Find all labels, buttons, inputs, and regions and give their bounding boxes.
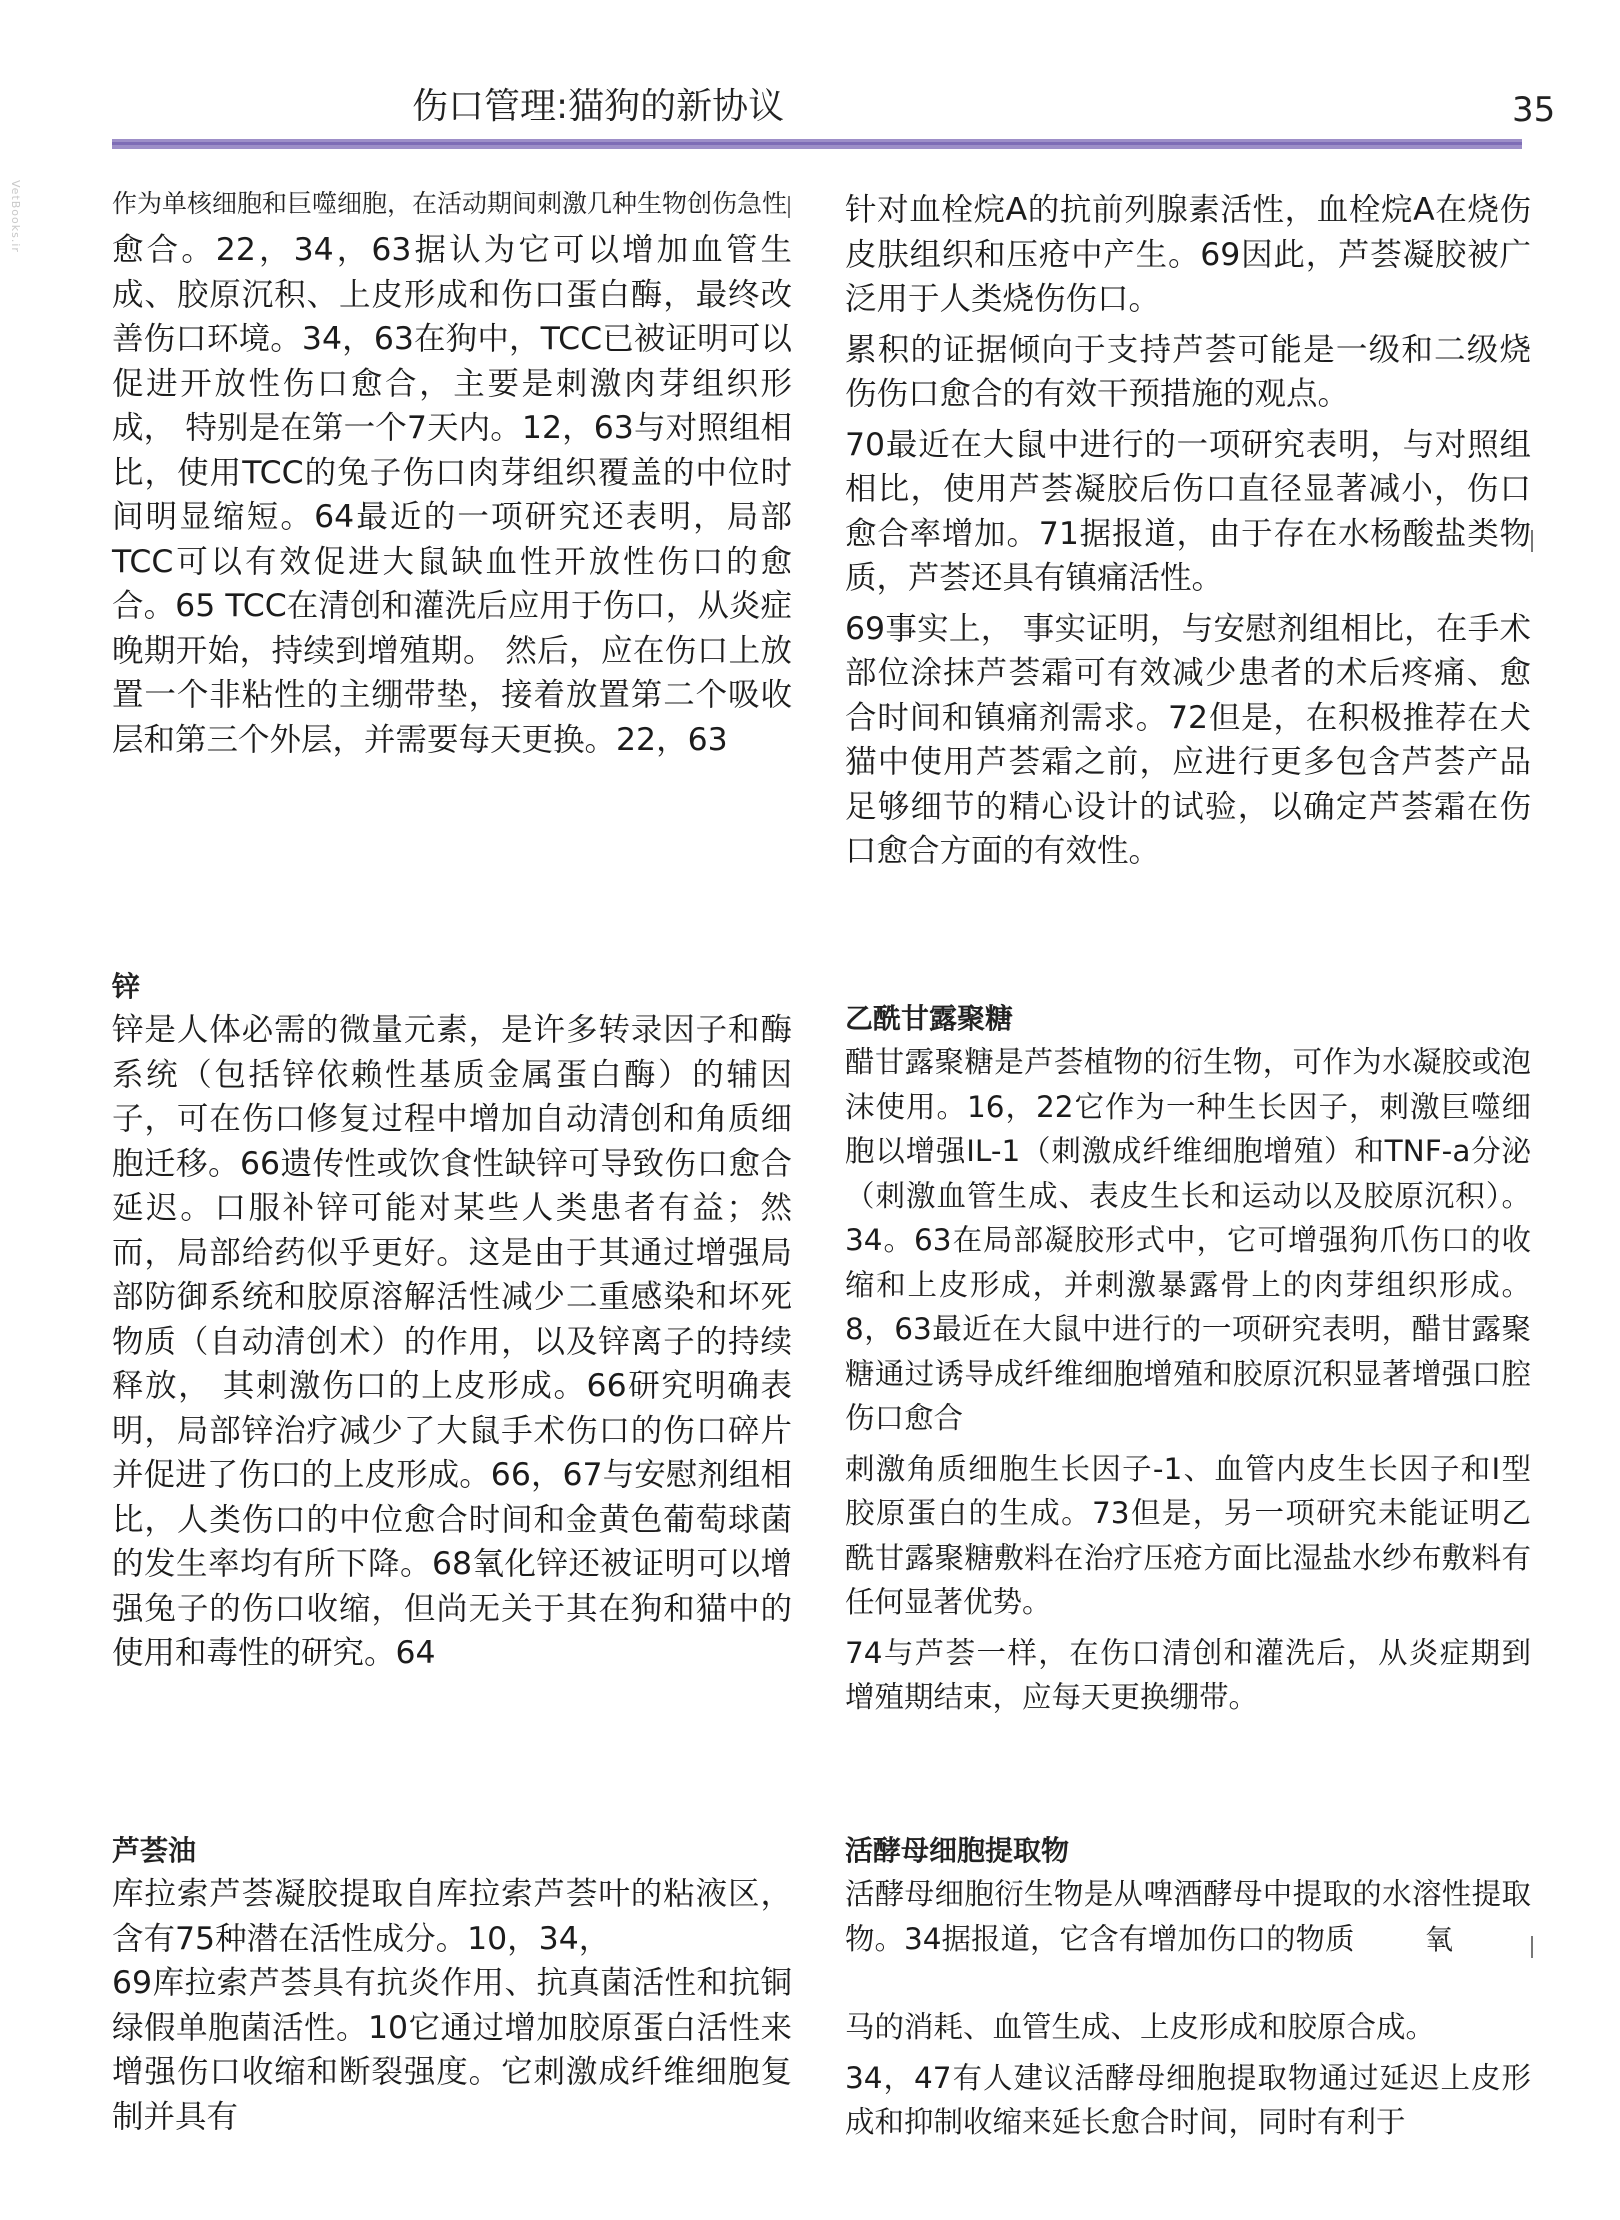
header-rule [112,139,1522,149]
aloe-oil-heading: 芦荟油 [112,1834,197,1867]
zinc-section [112,968,792,1676]
aloe-oil-paragraph-2: 69库拉索芦荟具有抗炎作用、抗真菌活性和抗铜绿假单胞菌活性。10它通过增加胶原蛋白活性来增强伤口收缩和断裂强度。它刺激成纤维细胞复制并具有 [112,1965,792,2135]
acemannan-heading: 乙酰甘露聚糖 [845,1002,1014,1035]
col1-top-section [112,186,792,762]
edge-mark [1531,530,1533,552]
running-title: 伤口管理:猫狗的新协议 [412,86,785,127]
aloe-paragraph-2: 累积的证据倾向于支持芦荟可能是一级和二级烧伤伤口愈合的有效干预措施的观点。 [845,331,1531,412]
aloe-oil-section [112,1832,792,2139]
acemannan-section [845,1000,1531,1720]
aloe-paragraph-3: 70最近在大鼠中进行的一项研究表明，与对照组相比，使用芦荟凝胶后伤口直径显著减小，伤口愈合率增加。71据报道，由于存在水杨酸盐类物质，芦荟还具有镇痛活性。 [845,426,1531,596]
acemannan-paragraph-1: 醋甘露聚糖是芦荟植物的衍生物，可作为水凝胶或泡沫使用。16，22它作为一种生长因子，刺激巨噬细胞以增强IL-1（刺激成纤维细胞增殖）和TNF-a分泌（刺激血管生成、表皮生长和运动以及胶原沉积）。34。63在局部凝胶形式中，它可增强狗爪伤口的收缩和上皮形成，并刺激暴露骨上的肉芽组织形成。8，63最近在大鼠中进行的一项研究表明，醋甘露聚糖通过诱导成纤维细胞增殖和胶原沉积显著增强口腔伤口愈合 [845,1045,1531,1435]
oxygen-character: 氧 [1425,1923,1454,1956]
yeast-section [845,1832,1531,2145]
zinc-paragraph: 锌是人体必需的微量元素，是许多转录因子和酶系统（包括锌依赖性基质金属蛋白酶）的辅因子，可在伤口修复过程中增加自动清创和角质细胞迁移。66遗传性或饮食性缺锌可导致伤口愈合延迟。口服补锌可能对某些人类患者有益；然而，局部给药似乎更好。这是由于其通过增强局部防御系统和胶原溶解活性减少二重感染和坏死物质（自动清创术）的作用，以及锌离子的持续释放， 其刺激伤口的上皮形成。66研究明确表明，局部锌治疗减少了大鼠手术伤口的伤口碎片并促进了伤口的上皮形成。66，67与安慰剂组相比，人类伤口的中位愈合时间和金黄色葡萄球菌的发生率均有所下降。68氧化锌还被证明可以增强兔子的伤口收缩，但尚无关于其在狗和猫中的使用和毒性的研究。64 [112,1012,792,1671]
yeast-paragraph-3: 34，47有人建议活酵母细胞提取物通过延迟上皮形成和抑制收缩来延长愈合时间，同时有利于 [845,2060,1531,2139]
aloe-paragraph-1: 针对血栓烷A的抗前列腺素活性，血栓烷A在烧伤皮肤组织和压疮中产生。69因此，芦荟凝胶被广泛用于人类烧伤伤口。 [845,192,1531,317]
zinc-heading: 锌 [112,970,141,1003]
intro-caption: 作为单核细胞和巨噬细胞，在活动期间刺激几种生物创伤急性 [112,189,788,218]
col2-top-section [845,188,1531,874]
edge-mark [788,196,790,218]
edge-mark [1531,1936,1533,1958]
acemannan-paragraph-2: 刺激角质细胞生长因子-1、血管内皮生长因子和I型胶原蛋白的生成。73但是，另一项研究未能证明乙酰甘露聚糖敷料在治疗压疮方面比湿盐水纱布敷料有任何显著优势。 [845,1451,1531,1619]
page-number: 35 [1512,90,1556,130]
acemannan-paragraph-3: 74与芦荟一样，在伤口清创和灌洗后，从炎症期到增殖期结束，应每天更换绷带。 [845,1635,1531,1714]
yeast-paragraph-2: 马的消耗、血管生成、上皮形成和胶原合成。 [845,2010,1436,2044]
yeast-paragraph-1: 活酵母细胞衍生物是从啤酒酵母中提取的水溶性提取物。34据报道，它含有增加伤口的物质 [845,1877,1531,1956]
aloe-paragraph-4: 69事实上， 事实证明，与安慰剂组相比，在手术部位涂抹芦荟霜可有效减少患者的术后疼痛、愈合时间和镇痛剂需求。72但是，在积极推荐在犬猫中使用芦荟霜之前，应进行更多包含芦荟产品足够细节的精心设计的试验，以确定芦荟霜在伤口愈合方面的有效性。 [845,610,1531,869]
aloe-oil-paragraph-1: 库拉索芦荟凝胶提取自库拉索芦荟叶的粘液区，含有75种潜在活性成分。10，34， [112,1876,792,1957]
tcc-paragraph: 愈合。22，34，63据认为它可以增加血管生成、胶原沉积、上皮形成和伤口蛋白酶，最终改善伤口环境。34，63在狗中，TCC已被证明可以促进开放性伤口愈合，主要是刺激肉芽组织形成， 特别是在第一个7天内。12，63与对照组相比，使用TCC的兔子伤口肉芽组织覆盖的中位时间明显缩短。64最近的一项研究还表明，局部TCC可以有效促进大鼠缺血性开放性伤口的愈合。65 TCC在清创和灌洗后应用于伤口，从炎症晚期开始，持续到增殖期。 然后，应在伤口上放置一个非粘性的主绷带垫，接着放置第二个吸收层和第三个外层，并需要每天更换。22，63 [112,232,792,758]
watermark: VetBooks.ir [9,180,22,253]
yeast-heading: 活酵母细胞提取物 [845,1834,1070,1867]
